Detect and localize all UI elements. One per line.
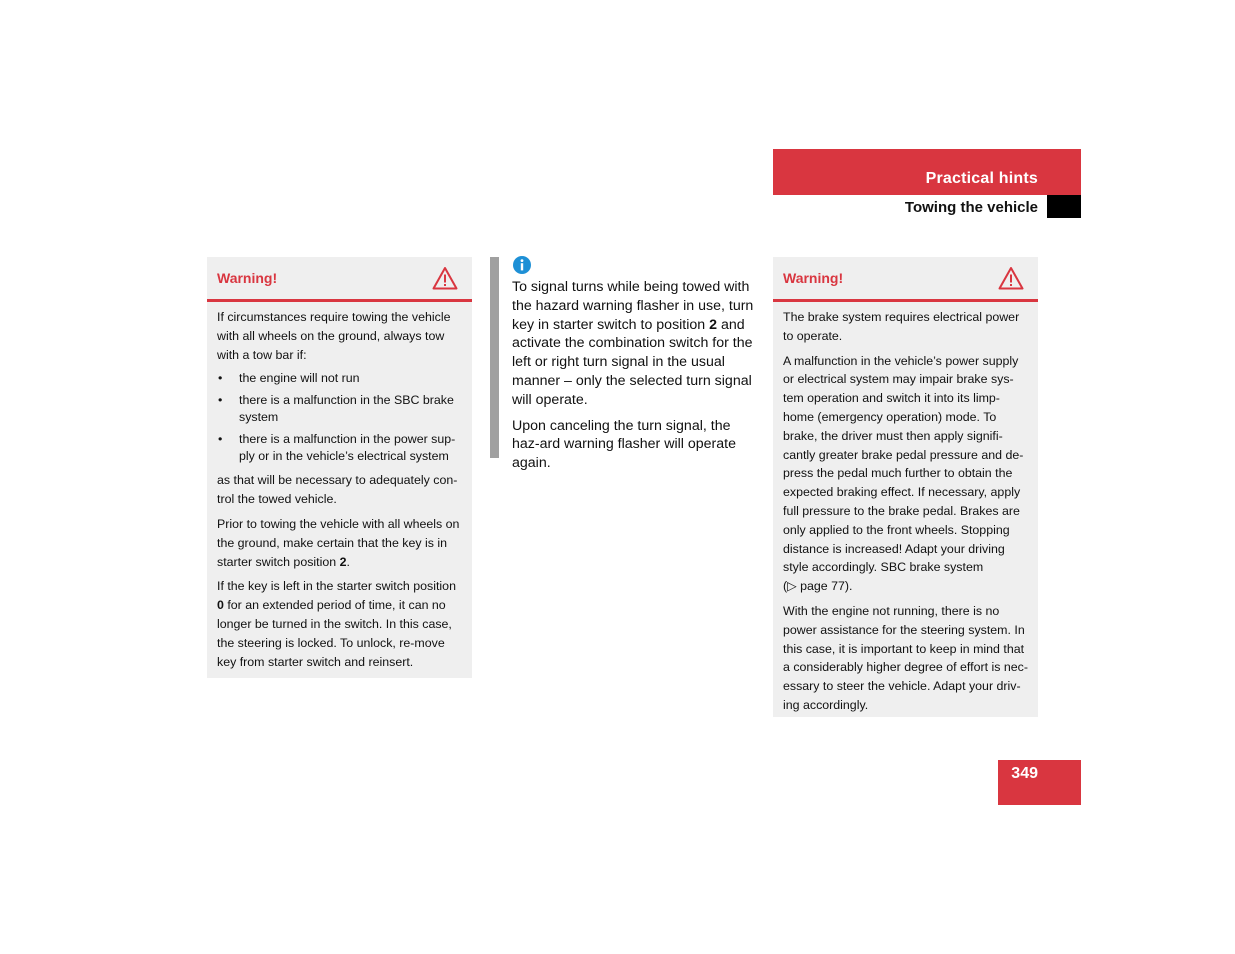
page-reference-link[interactable]: (▷ page 77). <box>783 579 853 594</box>
note-text <box>512 278 758 480</box>
info-note <box>490 257 758 472</box>
section-banner <box>773 149 1081 195</box>
warning-box-left <box>207 257 472 678</box>
warning-body <box>773 302 1038 729</box>
chapter-tab-marker <box>1047 195 1081 218</box>
page-number: 349 <box>1011 765 1038 782</box>
warning-header <box>773 257 1038 302</box>
warning-key-left-para: If the key is left in the starter switch position 0 for an extended period of time, it can no longer be turned in the switch. In this case, the steering is locked. To unlock, re-move key from starter switch and reinsert. <box>217 579 456 669</box>
section-title: Practical hints <box>925 170 1038 187</box>
subsection-title: Towing the vehicle <box>904 199 1038 216</box>
warning-box-right <box>773 257 1038 717</box>
list-item: • there is a malfunction in the power sup-ply or in the vehicle’s electrical system <box>217 431 462 465</box>
warning-label: Warning! <box>783 270 844 286</box>
warning-key-position-para: Prior to towing the vehicle with all wheels on the ground, make certain that the key is in starter switch position 2. <box>217 516 460 569</box>
list-item: • there is a malfunction in the SBC brake system <box>217 392 462 426</box>
warning-after-bullets: as that will be necessary to adequately con-trol the towed vehicle. <box>217 473 458 507</box>
list-item: • the engine will not run <box>217 370 462 387</box>
info-icon <box>513 256 531 274</box>
warning-triangle-icon <box>432 266 458 290</box>
warning-electrical-para: The brake system requires electrical power to operate. <box>783 310 1020 343</box>
warning-body <box>207 302 472 685</box>
note-para-turn-signal: To signal turns while being towed with the hazard warning flasher in use, turn key in starter switch to position 2 and activate the combination switch for the left or right turn signal in the usual manner – only the selected turn signal will operate. <box>512 279 754 408</box>
warning-intro: If circumstances require towing the vehicle with all wheels on the ground, always tow with a tow bar if: <box>217 310 451 362</box>
page-number-box <box>998 760 1081 805</box>
warning-malfunction-para: A malfunction in the vehicle’s power supply or electrical system may impair brake sys-tem operation and switch it into its limp-home (emergency operation) mode. To brake, the driver must then apply signifi-cantly greater brake pedal pressure and de-press the pedal much further to obtain the expected braking effect. If necessary, apply full pressure to the brake pedal. Brakes are only applied to the front wheels. Stopping distance is increased! Adapt your driving style accordingly. SBC brake system (▷ page 77). <box>783 353 1024 594</box>
warning-steering-para: With the engine not running, there is no power assistance for the steering system. In this case, it is important to keep in mind that a considerably higher degree of effort is nec-essary to steer the vehicle. Adapt your driv-ing accordingly. <box>783 603 1028 712</box>
warning-header <box>207 257 472 302</box>
note-para-cancel: Upon canceling the turn signal, the haz-ard warning flasher will operate again. <box>512 417 736 472</box>
note-side-bar <box>490 257 499 458</box>
warning-label: Warning! <box>217 270 278 286</box>
warning-triangle-icon <box>998 266 1024 290</box>
warning-bullet-list <box>217 370 462 465</box>
